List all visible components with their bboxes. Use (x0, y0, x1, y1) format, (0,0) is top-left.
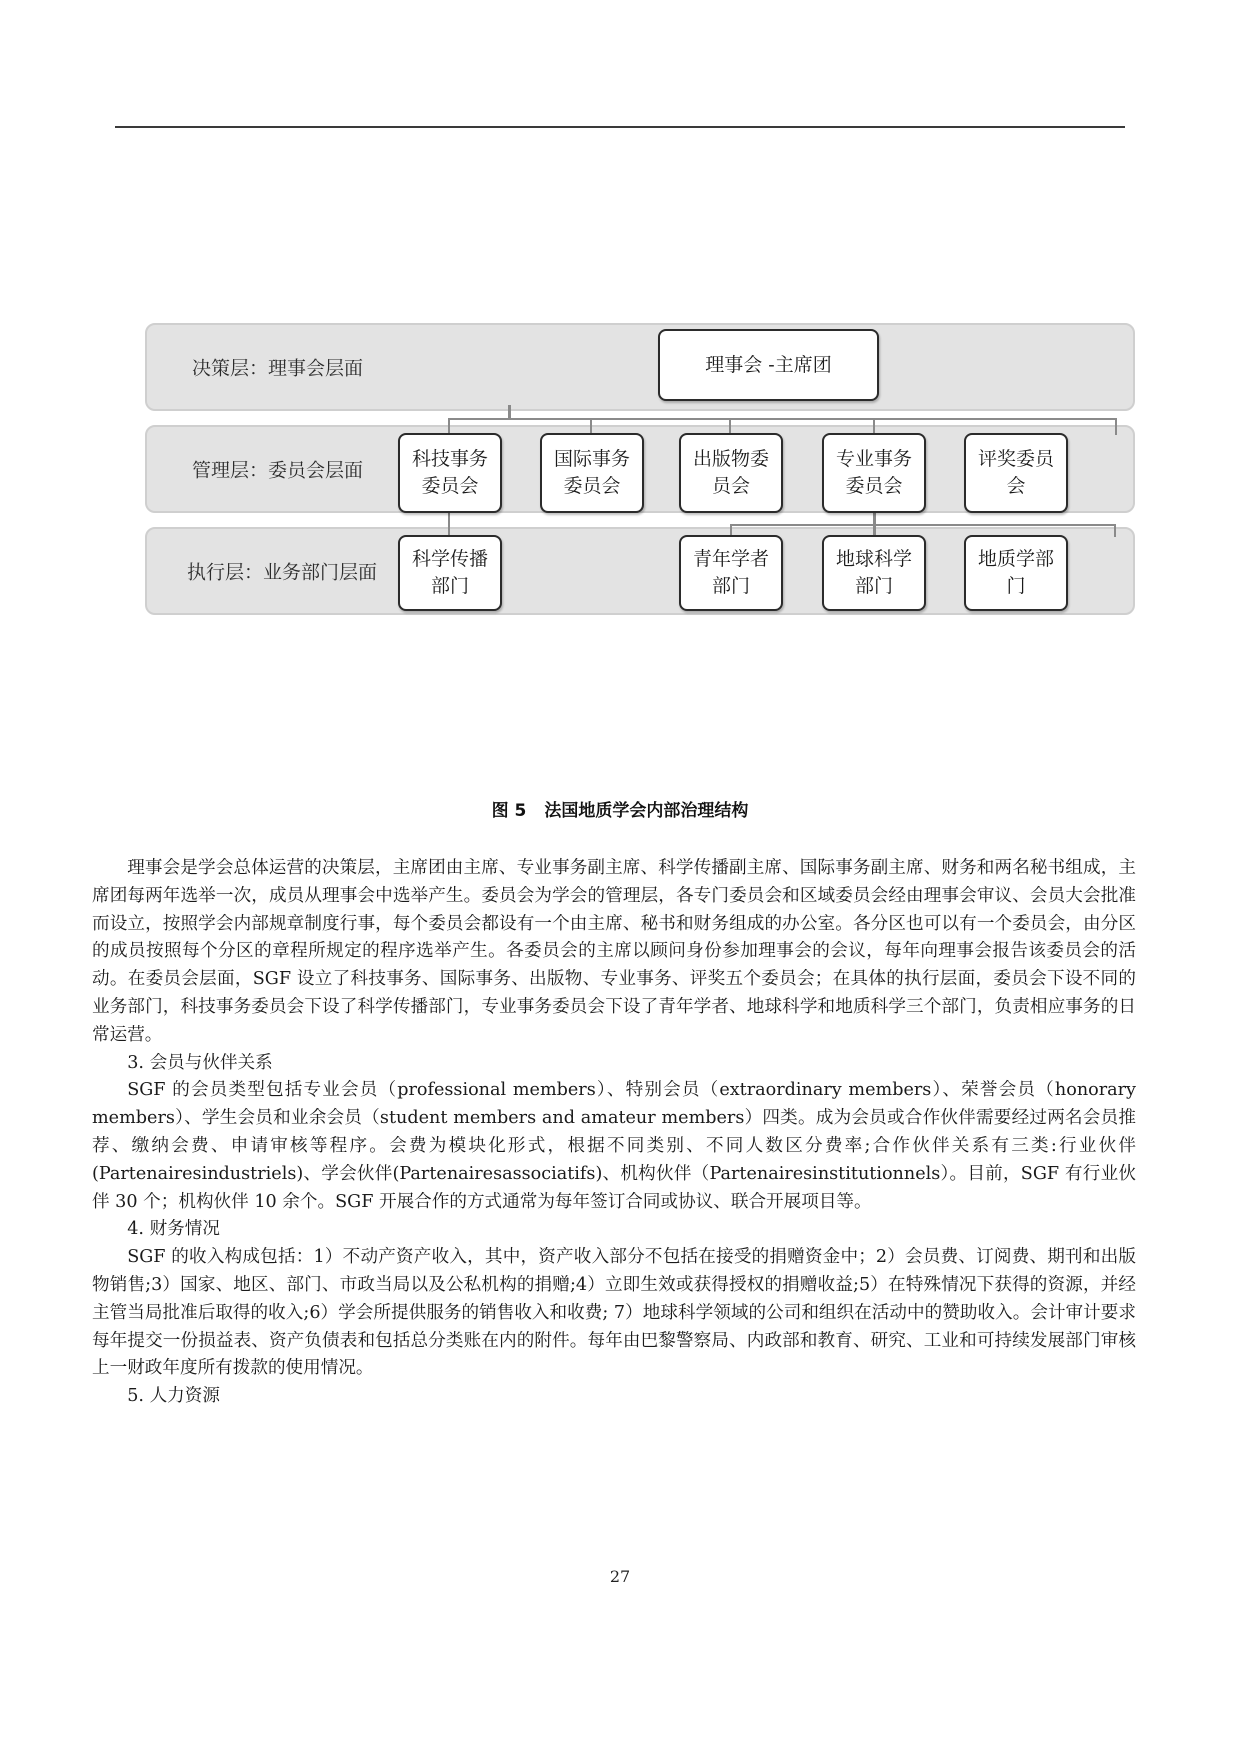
governance-diagram (145, 323, 1140, 615)
layer-band-decision (145, 323, 1135, 411)
node-label: 员会 (711, 475, 750, 497)
connector (508, 405, 511, 419)
node-label: 青年学者 (692, 548, 769, 570)
node-label: 门 (1006, 575, 1026, 597)
node-label: 出版物委 (692, 448, 769, 470)
page-number: 27 (609, 1567, 631, 1586)
committee-node (964, 433, 1068, 513)
committee-node (398, 433, 502, 513)
committee-node (822, 433, 926, 513)
body-text (92, 855, 1136, 1411)
node-label: 会 (1006, 475, 1026, 497)
node-label: 专业事务 (835, 448, 912, 470)
node-label: 委员会 (845, 475, 903, 497)
node-label: 委员会 (563, 475, 621, 497)
node-label: 地球科学 (835, 548, 912, 570)
layer-label: 执行层：业务部门层面 (187, 561, 378, 584)
connector (448, 511, 450, 537)
node-label: 评奖委员 (977, 448, 1054, 470)
layer-label: 决策层：理事会层面 (192, 357, 364, 380)
section-heading: 3. 会员与伙伴关系 (127, 1052, 273, 1073)
department-node (964, 535, 1068, 611)
node-label: 部门 (854, 575, 893, 597)
figure-caption (0, 796, 1240, 821)
department-node (398, 535, 502, 611)
figure-number: 图 5 (491, 801, 527, 821)
node-label: 科学传播 (411, 548, 488, 570)
paragraph: 理事会是学会总体运营的决策层，主席团由主席、专业事务副主席、科学传播副主席、国际事务副主席、财务和两名秘书组成，主席团每两年选举一次，成员从理事会中选举产生。委员会为学会的管理层，各专门委员会和区域委员会经由理事会审议、会员大会批准而设立，按照学会内部规章制度行事，每个委员会都设有一个由主席、秘书和财务组成的办公室。各分区也可以有一个委员会，由分区的成员按照每个分区的章程所规定的程序选举产生。各委员会的主席以顾问身份参加理事会的会议，每年向理事会报告该委员会的活动。在委员会层面，SGF 设立了科技事务、国际事务、出版物、专业事务、评奖五个委员会；在具体的执行层面，委员会下设不同的业务部门，科技事务委员会下设了科学传播部门，专业事务委员会下设了青年学者、地球科学和地质科学三个部门，负责相应事务的日常运营。 (92, 858, 1136, 1045)
node-label: 国际事务 (553, 448, 630, 470)
section-heading: 4. 财务情况 (127, 1219, 220, 1240)
layer-label: 管理层：委员会层面 (192, 459, 364, 482)
node-label: 委员会 (421, 475, 479, 497)
board-presidium-node (658, 329, 879, 401)
committee-node (679, 433, 783, 513)
node-label: 部门 (711, 575, 750, 597)
committee-node (540, 433, 644, 513)
paragraph: SGF 的收入构成包括：1）不动产资产收入，其中，资产收入部分不包括在接受的捐赠资金中；2）会员费、订阅费、期刊和出版物销售;3）国家、地区、部门、市政当局以及公私机构的捐赠;4）立即生效或获得授权的捐赠收益;5）在特殊情况下获得的资源，并经主管当局批准后取得的收入;6）学会所提供服务的销售收入和收费; 7）地球科学领域的公司和组织在活动中的赞助收入。会计审计要求每年提交一份损益表、资产负债表和包括总分类账在内的附件。每年由巴黎警察局、内政部和教育、研究、工业和可持续发展部门审核上一财政年度所有拨款的使用情况。 (92, 1247, 1136, 1379)
node-label: 地质学部 (977, 548, 1054, 570)
connector (448, 418, 1117, 420)
connector (1114, 524, 1116, 537)
connector (1115, 418, 1117, 435)
node-label: 部门 (430, 575, 469, 597)
department-node (822, 535, 926, 611)
node-label: 理事会 -主席团 (705, 353, 832, 376)
node-label: 科技事务 (411, 448, 488, 470)
department-node (679, 535, 783, 611)
paragraph: SGF 的会员类型包括专业会员（professional members）、特别会员（extraordinary members）、荣誉会员（honorary members）、学生会员和业余会员（student members and amateur members）四类。成为会员或合作伙伴需要经过两名会员推荐、缴纳会费、申请审核等程序。会费为模块化形式，根据不同类别、不同人数区分费率;合作伙伴关系有三类:行业伙伴(Partenairesindustriels)、学会伙伴(Partenairesassociatifs)、机构伙伴（Partenairesinstitutionnels）。目前，SGF 有行业伙伴 30 个；机构伙伴 10 余个。SGF 开展合作的方式通常为每年签订合同或协议、联合开展项目等。 (92, 1080, 1136, 1212)
connector (730, 524, 1116, 526)
section-heading: 5. 人力资源 (127, 1386, 220, 1407)
figure-title: 法国地质学会内部治理结构 (544, 801, 749, 821)
header-rule (115, 126, 1125, 128)
